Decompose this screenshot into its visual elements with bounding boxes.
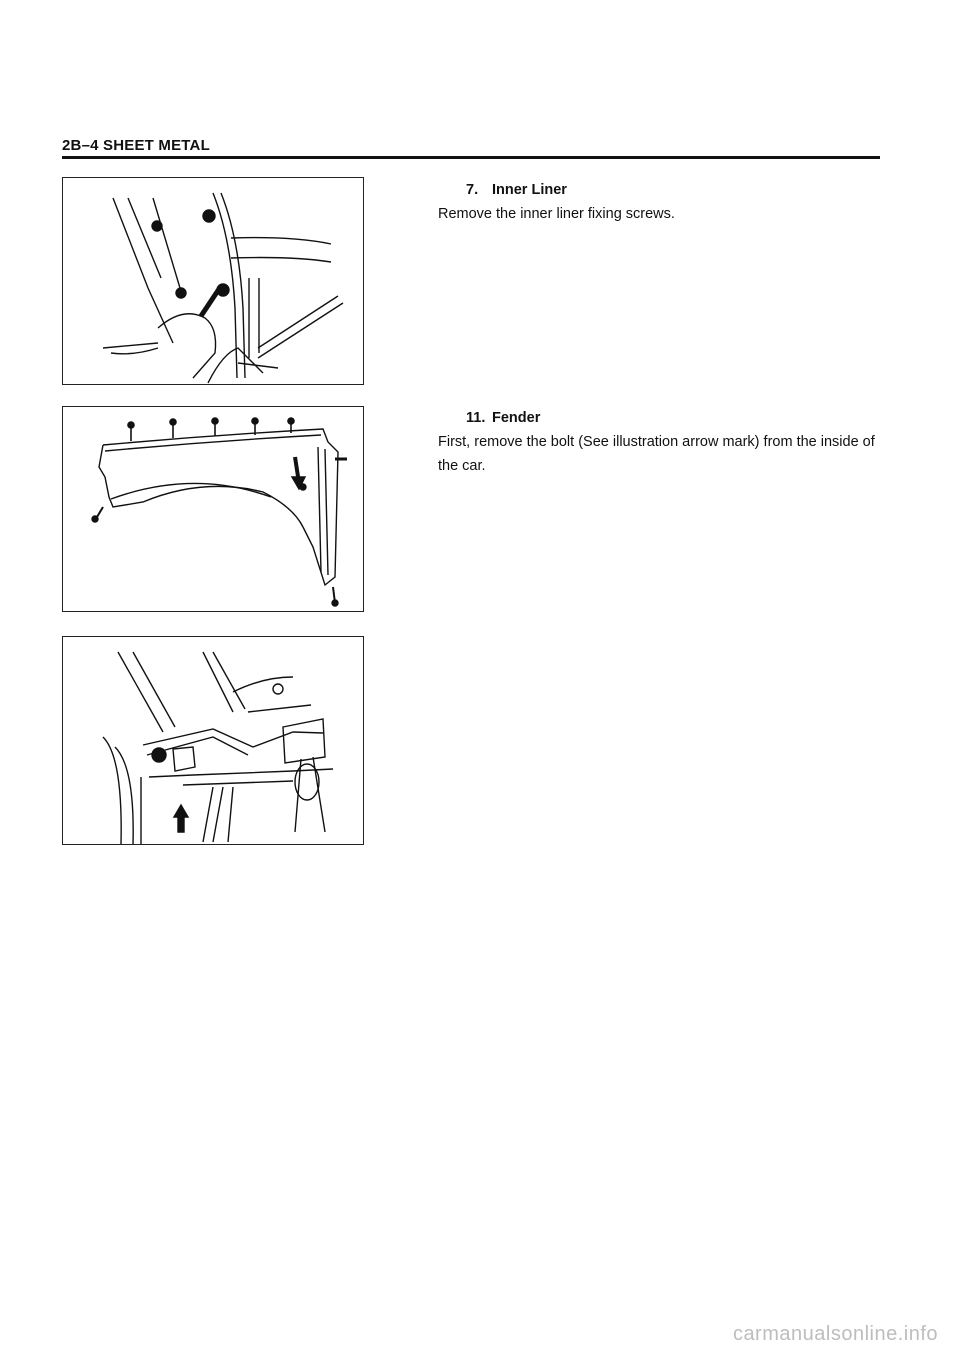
- step-fender: [438, 406, 878, 478]
- step-number: 11.: [466, 410, 486, 426]
- page-header: [62, 136, 880, 159]
- step-number: 7.: [466, 182, 479, 198]
- figure-fender: [62, 406, 364, 612]
- step-title: [438, 406, 878, 430]
- figure-inner-liner: [62, 177, 364, 385]
- inner-liner-illustration: [63, 178, 363, 384]
- step-title-text: Fender: [492, 410, 541, 426]
- step-title-text: Inner Liner: [492, 182, 567, 198]
- figure-fender-bolt: [62, 636, 364, 845]
- section-title: 2B–4 SHEET METAL: [62, 137, 210, 154]
- fender-illustration: [63, 407, 363, 611]
- watermark: carmanualsonline.info: [732, 1323, 938, 1345]
- fender-bolt-illustration: [63, 637, 363, 844]
- step-body: First, remove the bolt (See illustration arrow mark) from the inside of the car.: [438, 434, 875, 474]
- step-body: Remove the inner liner fixing screws.: [438, 206, 675, 222]
- step-inner-liner: [438, 178, 878, 226]
- step-title: [438, 178, 878, 202]
